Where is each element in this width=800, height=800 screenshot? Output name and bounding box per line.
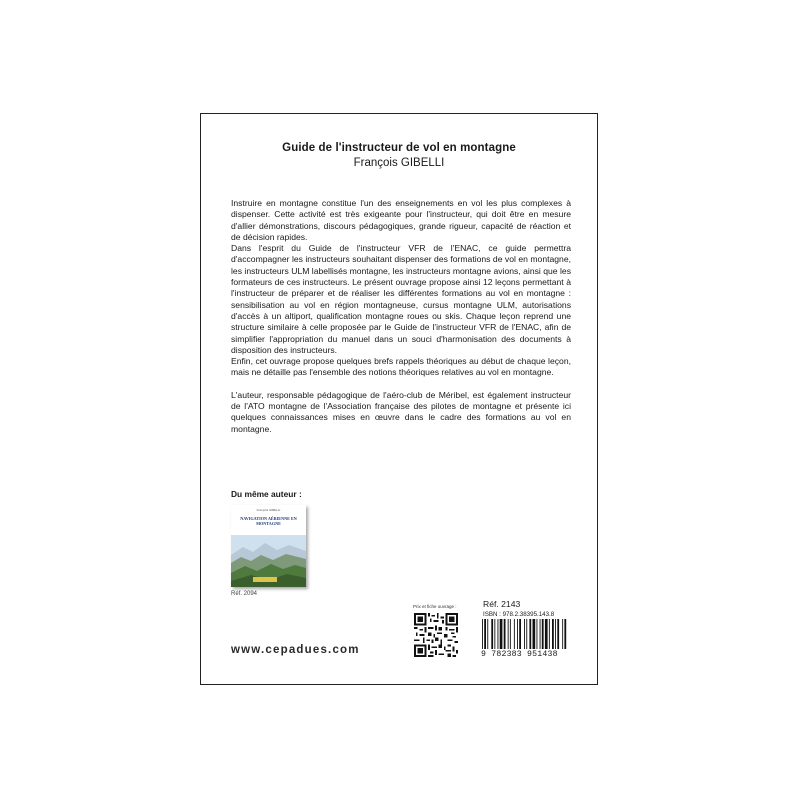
back-cover [200,113,598,685]
qr-caption: Prix et fiche ouvrage : [413,604,457,609]
related-book-cover [231,505,306,587]
book-title: Guide de l'instructeur de vol en montagne [282,142,516,154]
same-author-heading: Du même auteur : [231,489,302,499]
mountain-image [231,533,306,587]
barcode-digits: 9 782383 951438 [481,650,558,659]
description-paragraph: Instruire en montagne constitue l'un des enseignements en vol les plus complexes à dispenser. Cette activité est très exigeante pour l'instructeur, qui doit être en mesure d'allier démonstrations, discours pédagogiques, grande rigueur, capacité de réaction et de décision rapides. [231,198,571,242]
barcode-icon [481,619,569,649]
publisher-website[interactable]: www.cepadues.com [231,644,360,656]
book-author: François GIBELLI [353,157,445,169]
related-book-title: NAVIGATION AÉRIENNE EN MONTAGNE [240,516,297,526]
isbn: ISBN : 978.2.38395.143.8 [483,611,555,618]
author-bio: L'auteur, responsable pédagogique de l'aéro-club de Méribel, est également instructeur de l'ATO montagne de l'Association française des pilotes de montagne et présente ici quelques connaissances mises en œuvre dans le cadre des formations au vol en montagne. [231,389,571,434]
description-paragraph: Dans l'esprit du Guide de l'instructeur VFR de l'ENAC, ce guide permettra d'accompagner les instructeurs souhaitant dispenser des formations de vol en montagne, les instructeurs ULM labellisés montagne, les instructeurs montagne avions, ainsi que les formateurs de ces instructeurs. Le présent ouvrage propose ainsi 12 leçons permettant à l'instructeur de préparer et de réaliser les différentes formations au vol en montagne : sensibilisation au vol en région montagneuse, cursus montagne ULM, autorisations d'accès à un altiport, qualification montagne roues ou skis. Chaque leçon reprend une structure similaire à celle proposée par le Guide de l'instructeur VFR de l'ENAC, afin de simplifier l'appropriation du manuel dans un souci d'harmonisation des documents à disposition des instructeurs. [231,243,571,355]
reference-code: Réf. 2143 [483,599,521,609]
description-paragraph: Enfin, cet ouvrage propose quelques brefs rappels théoriques au début de chaque leçon, mais ne détaille pas l'ensemble des notions théoriques relatives au vol en montagne. [231,356,571,378]
qr-code-icon[interactable] [414,613,458,657]
related-book-author: François GIBELLI [256,508,281,512]
related-book-ref: Réf. 2094 [231,591,258,597]
description [231,198,571,435]
